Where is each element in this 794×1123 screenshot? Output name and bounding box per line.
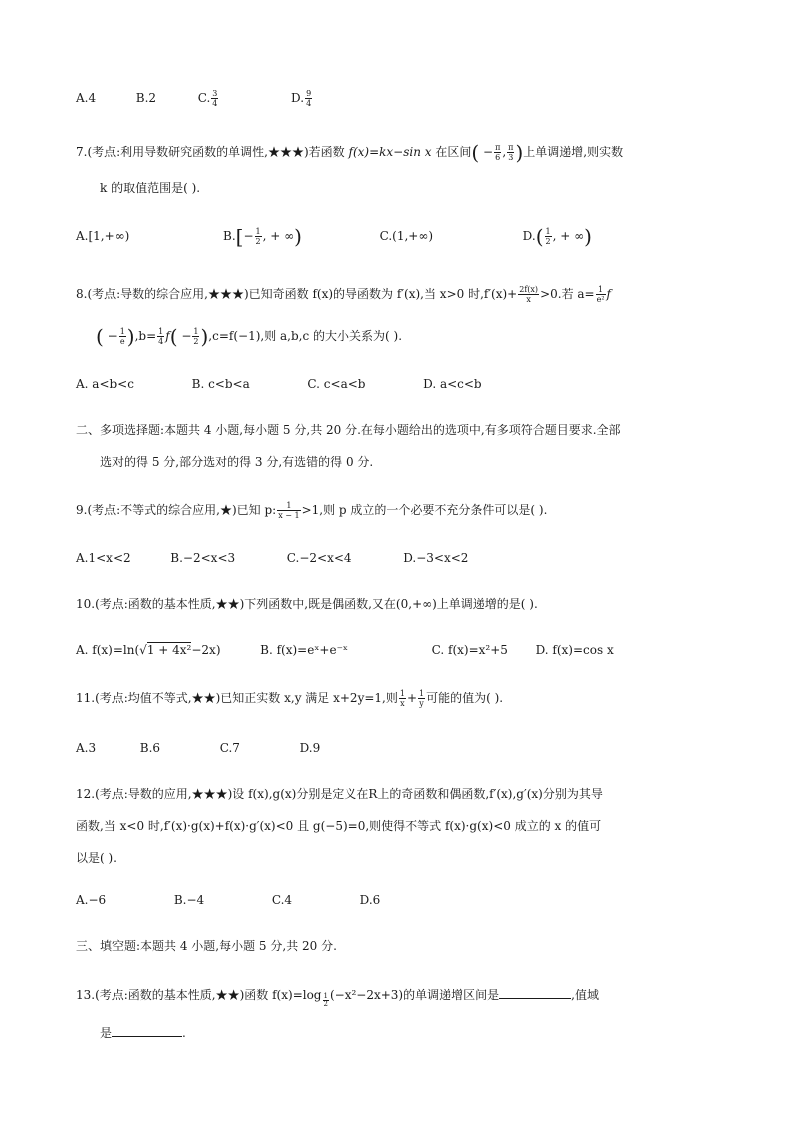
q7-option-d: D.( $\frac{1}{2}$ , + ∞) — [522, 224, 592, 249]
q12-option-b: B.−4 — [173, 893, 205, 907]
q10-option-d: D. f(x)=cos x — [535, 643, 614, 657]
q9-option-b: B.−2<x<3 — [170, 551, 236, 565]
q7-option-b: B.[− $\frac{1}{2}$ , + ∞) — [223, 224, 302, 249]
q12-option-a: A.−6 — [76, 893, 107, 907]
section3-heading: 三、填空题:本题共 4 小题,每小题 5 分,共 20 分. — [76, 939, 337, 953]
section2-heading-line1: 二、多项选择题:本题共 4 小题,每小题 5 分,共 20 分.在每小题给出的选项中,有多项符合题目要求.全部 — [76, 423, 621, 437]
q11-options — [76, 738, 320, 758]
q11-option-a: A.3 — [76, 741, 97, 755]
q7-stem-line1: 7.(考点:利用导数研究函数的单调性,★★★)若函数 f(x)=kx−sin x 在区间( − $\frac{\pi}{6}$ , $\frac{\pi}{3}$ )上单调递增,则实数 — [76, 140, 624, 165]
q6-options — [76, 88, 313, 108]
q6-option-a: A.4 — [76, 91, 97, 105]
q12-stem-line3: 以是( ). — [76, 851, 117, 865]
q9-option-a: A.1<x<2 — [76, 551, 131, 565]
q11-option-b: B.6 — [139, 741, 161, 755]
q10-option-c: C. f(x)=x²+5 — [431, 643, 508, 657]
section2-heading-line2: 选对的得 5 分,部分选对的得 3 分,有选错的得 0 分. — [100, 455, 374, 469]
q10-options — [76, 640, 614, 660]
q13-blank-2[interactable] — [112, 1022, 182, 1037]
q10-stem: 10.(考点:函数的基本性质,★★)下列函数中,既是偶函数,又在(0,+∞)上单调递增的是( ). — [76, 597, 538, 611]
q8-option-a: A. a<b<c — [76, 377, 134, 391]
q12-options — [76, 890, 380, 910]
q12-option-d: D.6 — [359, 893, 381, 907]
q8-options — [76, 374, 482, 394]
q6-option-d: D. $\frac{9}{4}$ — [291, 89, 312, 108]
q8-option-c: C. c<a<b — [307, 377, 366, 391]
q6-option-b: B.2 — [135, 91, 157, 105]
q12-option-c: C.4 — [271, 893, 293, 907]
q9-option-c: C.−2<x<4 — [286, 551, 352, 565]
q13-stem-line1: 13.(考点:函数的基本性质,★★)函数 f(x)=log $_{\frac{1}{2}}$ (−x²−2x+3)的单调递增区间是 ,值域 — [76, 984, 599, 1010]
q13-blank-1[interactable] — [499, 984, 571, 999]
q8-stem-line2: ( − $\frac{1}{e}$ ),b= $\frac{1}{4}$ f( − $\frac{1}{2}$ ),c=f(−1),则 a,b,c 的大小关系为( ). — [96, 324, 403, 349]
q9-stem: 9.(考点:不等式的综合应用,★)已知 p: $\frac{1}{x - 1}$ >1,则 p 成立的一个必要不充分条件可以是( ). — [76, 501, 548, 520]
q8-stem-line1: 8.(考点:导数的综合应用,★★★)已知奇函数 f(x)的导函数为 f′(x),当 x>0 时,f′(x)+ $\frac{2f(x)}{x}$ >0.若 a= $\frac{1}{\text{e²}}$ f — [76, 285, 611, 304]
q7-option-a: A.[1,+∞) — [76, 229, 130, 243]
q7-function: f(x)=kx−sin x — [348, 145, 432, 159]
q11-option-d: D.9 — [299, 741, 321, 755]
q11-option-c: C.7 — [219, 741, 240, 755]
q10-option-b: B. f(x)=eˣ+e⁻ˣ — [260, 643, 348, 657]
q12-stem-line1: 12.(考点:导数的应用,★★★)设 f(x),g(x)分别是定义在R上的奇函数和偶函数,f′(x),g′(x)分别为其导 — [76, 787, 603, 801]
q7-stem-line2: k 的取值范围是( ). — [100, 181, 201, 195]
q13-stem-line2: 是 . — [100, 1022, 186, 1043]
q10-option-a: A. f(x)=ln(√1 + 4x²−2x) — [76, 643, 221, 657]
q6-option-c: C. $\frac{3}{4}$ — [197, 89, 218, 108]
q9-option-d: D.−3<x<2 — [403, 551, 469, 565]
q8-option-d: D. a<c<b — [423, 377, 482, 391]
q7-option-c: C.(1,+∞) — [379, 229, 434, 243]
q8-option-b: B. c<b<a — [191, 377, 250, 391]
q9-options — [76, 548, 468, 568]
q11-stem: 11.(考点:均值不等式,★★)已知正实数 x,y 满足 x+2y=1,则 $\frac{1}{x}$ + $\frac{1}{y}$ 可能的值为( ). — [76, 689, 504, 708]
q7-options — [76, 226, 592, 247]
q12-stem-line2: 函数,当 x<0 时,f′(x)·g(x)+f(x)·g′(x)<0 且 g(−5)=0,则使得不等式 f(x)·g(x)<0 成立的 x 的值可 — [76, 819, 602, 833]
